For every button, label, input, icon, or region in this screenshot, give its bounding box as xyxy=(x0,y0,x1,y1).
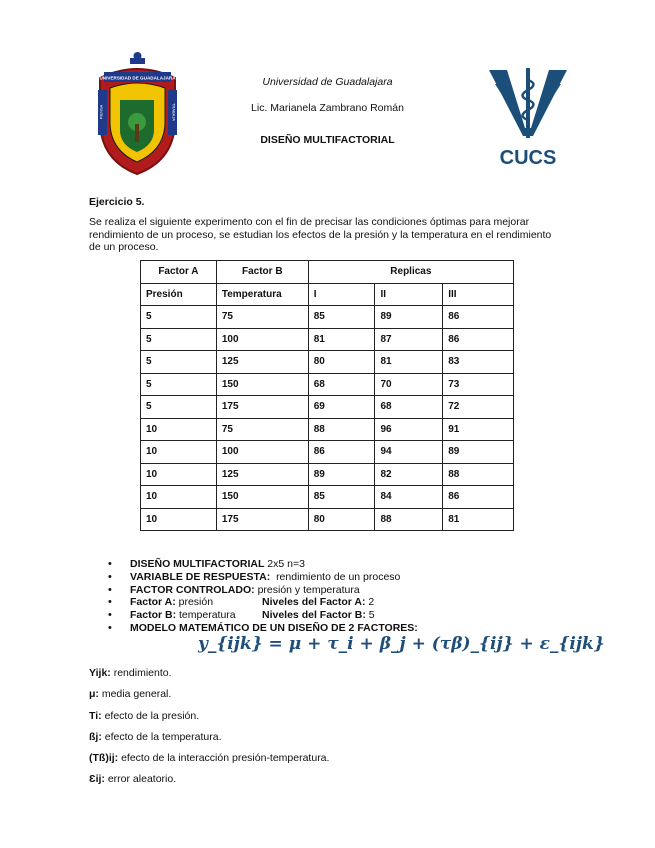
exercise-intro: Se realiza el siguiente experimento con el fin de precisar las condiciones óptimas para mejorar rendimiento de un proceso, se estudian los efectos de la presión y la temperatura en el rendimiento de un proceso. xyxy=(89,216,552,253)
bullet-label: DISEÑO MULTIFACTORIAL xyxy=(130,558,265,570)
table-cell: 150 xyxy=(216,486,308,509)
definition-text: efecto de la presión. xyxy=(104,710,200,722)
bullet-value: 2 xyxy=(368,596,375,609)
table-cell: 80 xyxy=(308,351,375,374)
table-row xyxy=(141,396,514,419)
definition-item xyxy=(89,731,222,743)
table-cell: 10 xyxy=(141,441,217,464)
table-cell: 85 xyxy=(308,306,375,329)
cucs-logo-text: CUCS xyxy=(499,147,557,169)
table-cell: 82 xyxy=(375,463,443,486)
table-cell: 96 xyxy=(375,418,443,441)
table-cell: 72 xyxy=(443,396,514,419)
table-cell: 5 xyxy=(141,351,217,374)
bullet-label: Factor A: xyxy=(130,596,176,609)
list-item xyxy=(108,584,548,597)
table-cell: 88 xyxy=(308,418,375,441)
document-title: DISEÑO MULTIFACTORIAL xyxy=(260,134,395,146)
table-cell: 75 xyxy=(216,418,308,441)
definition-text: rendimiento. xyxy=(113,667,172,679)
table-cell: 86 xyxy=(443,328,514,351)
table-cell: 5 xyxy=(141,306,217,329)
definition-item xyxy=(89,752,329,764)
table-cell: 80 xyxy=(308,508,375,531)
logo-motto-left: PIENSA xyxy=(98,104,104,120)
table-cell: 125 xyxy=(216,351,308,374)
table-cell: 81 xyxy=(443,508,514,531)
table-cell: 85 xyxy=(308,486,375,509)
definition-item xyxy=(89,688,171,700)
table-cell: 87 xyxy=(375,328,443,351)
bullet-value: 5 xyxy=(368,609,375,622)
table-cell: 86 xyxy=(443,306,514,329)
table-row xyxy=(141,351,514,374)
definition-item xyxy=(89,773,176,785)
table-cell: 89 xyxy=(308,463,375,486)
list-item xyxy=(108,571,548,584)
model-formula: y_{ijk} = μ + τ_i + β_j + (τβ)_{ij} + ε_{ijk} xyxy=(198,634,605,654)
logo-banner-text: UNIVERSIDAD DE GUADALAJARA xyxy=(99,75,176,81)
list-item xyxy=(108,609,548,622)
definition-text: error aleatorio. xyxy=(107,773,177,785)
table-cell: 5 xyxy=(141,396,217,419)
bullet-value: presión y temperatura xyxy=(257,583,360,596)
table-row xyxy=(141,441,514,464)
table-row xyxy=(141,373,514,396)
definition-symbol: Yijk: xyxy=(89,667,111,679)
table-row xyxy=(141,306,514,329)
professor-name: Lic. Marianela Zambrano Román xyxy=(251,102,404,114)
definition-text: efecto de la interacción presión-temperatura. xyxy=(121,752,330,764)
bullet-label: Niveles del Factor A: xyxy=(262,596,366,609)
bullet-second-column xyxy=(262,609,375,622)
table-row xyxy=(141,508,514,531)
table-cell: 86 xyxy=(443,486,514,509)
definition-item xyxy=(89,710,199,722)
table-cell: 89 xyxy=(443,441,514,464)
table-cell: 125 xyxy=(216,463,308,486)
definition-symbol: ßj: xyxy=(89,731,102,743)
table-row xyxy=(141,418,514,441)
table-cell: 68 xyxy=(308,373,375,396)
table-cell: 69 xyxy=(308,396,375,419)
table-header-cell: Factor A xyxy=(141,261,217,284)
exercise-title: Ejercicio 5. xyxy=(89,196,145,208)
bullet-value: rendimiento de un proceso xyxy=(276,570,401,583)
table-cell: 88 xyxy=(375,508,443,531)
definition-symbol: μ: xyxy=(89,688,99,700)
table-header-row xyxy=(141,261,514,284)
bullet-value: presión xyxy=(178,596,214,609)
table-cell: 150 xyxy=(216,373,308,396)
table-cell: 5 xyxy=(141,373,217,396)
table-cell: 73 xyxy=(443,373,514,396)
bullet-label: FACTOR CONTROLADO: xyxy=(130,583,255,596)
table-cell: 100 xyxy=(216,441,308,464)
table-header-cell: I xyxy=(308,283,375,306)
cucs-logo xyxy=(487,66,569,170)
table-cell: 84 xyxy=(375,486,443,509)
table-cell: 5 xyxy=(141,328,217,351)
definition-text: media general. xyxy=(101,688,172,700)
table-header-cell: Presión xyxy=(141,283,217,306)
list-item xyxy=(108,596,548,609)
table-cell: 81 xyxy=(308,328,375,351)
table-cell: 68 xyxy=(375,396,443,419)
logo-motto-right: TRABAJA xyxy=(171,102,177,122)
list-item xyxy=(108,558,548,571)
university-name: Universidad de Guadalajara xyxy=(262,76,393,88)
table-cell: 88 xyxy=(443,463,514,486)
table-row xyxy=(141,486,514,509)
table-header-row xyxy=(141,283,514,306)
definition-item xyxy=(89,667,172,679)
table-row xyxy=(141,328,514,351)
definition-text: efecto de la temperatura. xyxy=(104,731,222,743)
table-cell: 10 xyxy=(141,463,217,486)
definition-symbol: Ɛij: xyxy=(89,773,105,785)
table-cell: 10 xyxy=(141,486,217,509)
bullet-label: Niveles del Factor B: xyxy=(262,609,366,622)
table-cell: 10 xyxy=(141,508,217,531)
table-cell: 75 xyxy=(216,306,308,329)
list-item xyxy=(108,622,548,635)
table-cell: 86 xyxy=(308,441,375,464)
table-header-cell: Replicas xyxy=(308,261,513,284)
bullet-value: temperatura xyxy=(179,609,236,622)
table-header-cell: Factor B xyxy=(216,261,308,284)
table-row xyxy=(141,463,514,486)
table-cell: 10 xyxy=(141,418,217,441)
summary-bullet-list xyxy=(108,558,548,635)
table-header-cell: III xyxy=(443,283,514,306)
table-cell: 83 xyxy=(443,351,514,374)
table-cell: 81 xyxy=(375,351,443,374)
bullet-label: Factor B: xyxy=(130,609,177,622)
table-cell: 70 xyxy=(375,373,443,396)
bullet-second-column xyxy=(262,596,374,609)
udg-crest-logo xyxy=(90,50,185,178)
definition-symbol: (Tß)ij: xyxy=(89,752,119,764)
table-cell: 175 xyxy=(216,396,308,419)
table-cell: 175 xyxy=(216,508,308,531)
bullet-label: MODELO MATEMÁTICO DE UN DISEÑO DE 2 FACTORES: xyxy=(130,621,418,634)
bullet-value: 2x5 n=3 xyxy=(267,558,305,570)
table-cell: 91 xyxy=(443,418,514,441)
bullet-label: VARIABLE DE RESPUESTA: xyxy=(130,570,271,583)
data-table xyxy=(140,260,514,531)
table-cell: 94 xyxy=(375,441,443,464)
table-header-cell: Temperatura xyxy=(216,283,308,306)
definition-symbol: Ti: xyxy=(89,710,102,722)
table-cell: 89 xyxy=(375,306,443,329)
table-cell: 100 xyxy=(216,328,308,351)
table-header-cell: II xyxy=(375,283,443,306)
